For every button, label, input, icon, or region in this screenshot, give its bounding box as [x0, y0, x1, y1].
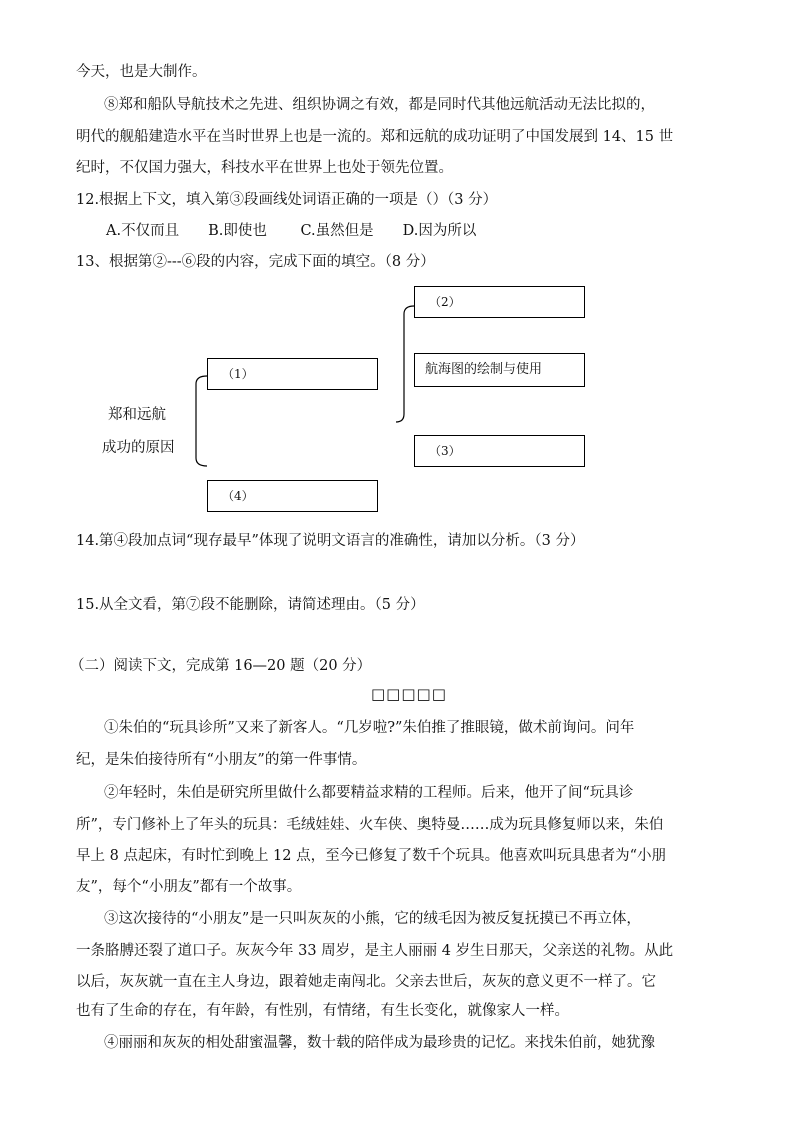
nav-chart-label: 航海图的绘制与使用 [425, 362, 543, 377]
answer-box-1-label: （1） [222, 367, 254, 381]
story-p2-line-1: ②年轻时，朱伯是研究所里做什么都要精益求精的工程师。后来，他开了间“玩具诊 [104, 785, 634, 801]
story-p2-line-4: 友”，每个“小朋友”都有一个故事。 [76, 879, 302, 895]
answer-box-1[interactable] [207, 358, 378, 390]
story-p3-line-2: 一条胳膊还裂了道口子。灰灰今年 33 周岁，是主人丽丽 4 岁生日那天，父亲送的礼物。从此 [76, 943, 674, 959]
story-p4-line-1: ④丽丽和灰灰的相处甜蜜温馨，数十载的陪伴成为最珍贵的记忆。来找朱伯前，她犹豫 [104, 1035, 655, 1051]
paragraph-8-line-3: 纪时，不仅国力强大，科技水平在世界上也处于领先位置。 [76, 160, 453, 176]
nav-chart-box [414, 353, 585, 387]
section-2-heading: （二）阅读下文，完成第 16—20 题（20 分） [70, 658, 372, 674]
question-12-options: A.不仅而且 B.即使也 C.虽然但是 D.因为所以 [106, 223, 477, 239]
answer-box-3[interactable] [414, 435, 585, 467]
answer-box-4[interactable] [207, 480, 378, 512]
story-p1-line-1: ①朱伯的“玩具诊所”又来了新客人。“几岁啦?”朱伯推了推眼镜，做术前询问。问年 [104, 720, 635, 736]
answer-box-2-label: （2） [429, 295, 461, 309]
story-title: □□□□□ [371, 685, 447, 703]
story-p1-line-2: 纪，是朱伯接待所有“小朋友”的第一件事情。 [76, 752, 367, 768]
answer-box-3-label: （3） [429, 444, 461, 458]
answer-box-2[interactable] [414, 286, 585, 318]
diagram-main-label-line2: 成功的原因 [102, 440, 175, 456]
story-p3-line-1: ③这次接待的“小朋友”是一只叫灰灰的小熊，它的绒毛因为被反复抚摸已不再立体， [104, 911, 641, 927]
story-p3-line-4: 也有了生命的存在，有年龄，有性别，有情绪，有生长变化，就像家人一样。 [76, 1003, 569, 1019]
story-p2-line-2: 所”，专门修补上了年头的玩具：毛绒娃娃、火车侠、奥特曼……成为玩具修复师以来，朱伯 [76, 817, 664, 833]
question-12: 12.根据上下文，填入第③段画线处词语正确的一项是（）（3 分） [76, 192, 498, 208]
diagram-main-label-line1: 郑和远航 [108, 407, 166, 423]
question-15: 15.从全文看，第⑦段不能删除，请简述理由。（5 分） [76, 597, 425, 613]
story-p2-line-3: 早上 8 点起床，有时忙到晚上 12 点，至今已修复了数千个玩具。他喜欢叫玩具患者为“小朋 [76, 848, 667, 864]
question-13: 13、根据第②---⑥段的内容，完成下面的填空。（8 分） [76, 254, 435, 270]
question-14: 14.第④段加点词“现存最早”体现了说明文语言的准确性，请加以分析。（3 分） [76, 533, 585, 549]
paragraph-8-line-2: 明代的舰船建造水平在当时世界上也是一流的。郑和远航的成功证明了中国发展到 14、15 世 [76, 129, 674, 145]
paragraph-8-line-1: ⑧郑和船队导航技术之先进、组织协调之有效，都是同时代其他远航活动无法比拟的， [104, 97, 655, 113]
answer-box-4-label: （4） [222, 489, 254, 503]
story-p3-line-3: 以后，灰灰就一直在主人身边，跟着她走南闯北。父亲去世后，灰灰的意义更不一样了。它 [76, 974, 656, 990]
text-line: 今天，也是大制作。 [76, 64, 207, 80]
